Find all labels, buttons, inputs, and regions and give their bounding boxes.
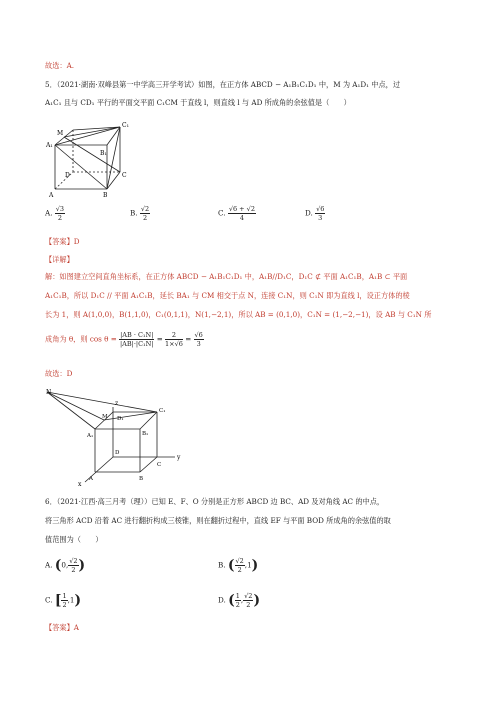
q5-header: 5．（2021·湖南·双峰县第一中学高三开学考试）如图，在正方体 ABCD − A₁B₁C₁D₁ 中，M 为 A₁D₁ 中点，过	[45, 80, 401, 89]
q6-option-c: C. [ $\frac{1}{2}$ ,1)	[45, 592, 82, 609]
q5-fig-label: A₁	[46, 142, 53, 149]
q5-answer: 【答案】D	[45, 237, 80, 246]
q5-option-d: D. $\frac{√6}{3}$	[305, 205, 325, 222]
q6-line2: 将三角形 ACD 沿着 AC 进行翻折构成三棱锥，则在翻折过程中，直线 EF 与平面 BOD 所成角的余弦值的取	[45, 516, 391, 525]
q5-detail-line: 成角为 θ，则 cos θ = $\frac{\text{|AB · C₁N|}}{\text{|AB|·|C₁N|}}$ = $\frac{2}{1\times√6}$ = $\frac{√6}{3}$	[45, 331, 203, 348]
q5-fig2-label: y	[177, 454, 181, 461]
q5-line2: A₁C₁ 且与 CD₁ 平行的平面交平面 C₁CM 于直线 l，则直线 l 与 AD 所成角的余弦值是（ ）	[45, 98, 351, 107]
q5-fig-label: M	[57, 130, 64, 137]
prev-answer: 故选：A.	[45, 61, 75, 70]
q5-option-c: C. $\frac{√6 + √2}{4}$	[218, 205, 255, 222]
q5-fig-label: A	[49, 192, 54, 199]
q5-detail-line: A₁C₁B，所以 D₁C // 平面 A₁C₁B，延长 BA₁ 与 CM 相交于点 N，连接 C₁N，则 C₁N 即为直线 l，设正方体的棱	[45, 291, 410, 300]
q5-detail-line: 长为 1，则 A(1,0,0)，B(1,1,0)，C₁(0,1,1)，N(1,−2,1)，所以 AB = (0,1,0)，C₁N = (1,−2,−1)，设 AB 与 C₁N 所	[45, 310, 432, 319]
q5-detail-line: 解：如图建立空间直角坐标系，在正方体 ABCD − A₁B₁C₁D₁ 中，A₁B//D₁C，D₁C ⊄ 平面 A₁C₁B，A₁B ⊂ 平面	[45, 272, 408, 281]
q5-fig-label: C	[122, 172, 127, 179]
q5-cube-figure	[45, 117, 145, 202]
q5-fig2-label: C	[157, 462, 162, 468]
q5-fig2-label: D₁	[117, 416, 124, 422]
q5-conclusion: 故选：D	[45, 369, 73, 378]
q5-option-a: A. $\frac{√3}{2}$	[45, 205, 65, 222]
q5-fig2-label: N	[46, 389, 52, 396]
q5-fig2-label: D	[115, 450, 120, 456]
q5-fig2-label: x	[78, 481, 82, 487]
q6-line1: 6．（2021·江西·高三月考（理））已知 E、F、O 分别是正方形 ABCD 边 BC、AD 及对角线 AC 的中点，	[45, 497, 385, 506]
q5-fig2-label: M	[102, 414, 108, 420]
q5-coordinate-figure	[45, 387, 185, 487]
q5-fig2-label: B₁	[142, 431, 149, 437]
q6-option-a: A. (0, $\frac{√2}{2}$ )	[45, 557, 86, 574]
q6-answer: 【答案】A	[45, 623, 79, 632]
q5-fig-label: B	[103, 192, 108, 199]
q5-fig2-label: A₁	[87, 433, 94, 439]
q6-option-d: D. ( $\frac{1}{2}$ , $\frac{√2}{2}$ )	[218, 592, 261, 609]
q5-detail-title: 【详解】	[45, 255, 74, 264]
q6-option-b: B. ( $\frac{√2}{2}$ ,1)	[218, 557, 259, 574]
q5-fig-label: D	[65, 172, 70, 179]
q5-fig-label: B₁	[100, 150, 107, 157]
q5-fig2-label: C₁	[159, 408, 166, 414]
q5-fig2-label: B	[139, 476, 144, 482]
q5-option-b: B. $\frac{√2}{2}$	[130, 205, 150, 222]
q5-fig-label: C₁	[122, 122, 129, 129]
q6-line3: 值范围为（ ）	[45, 535, 103, 544]
q5-fig2-label: A	[89, 476, 93, 482]
q5-fig2-label: z	[115, 400, 119, 407]
